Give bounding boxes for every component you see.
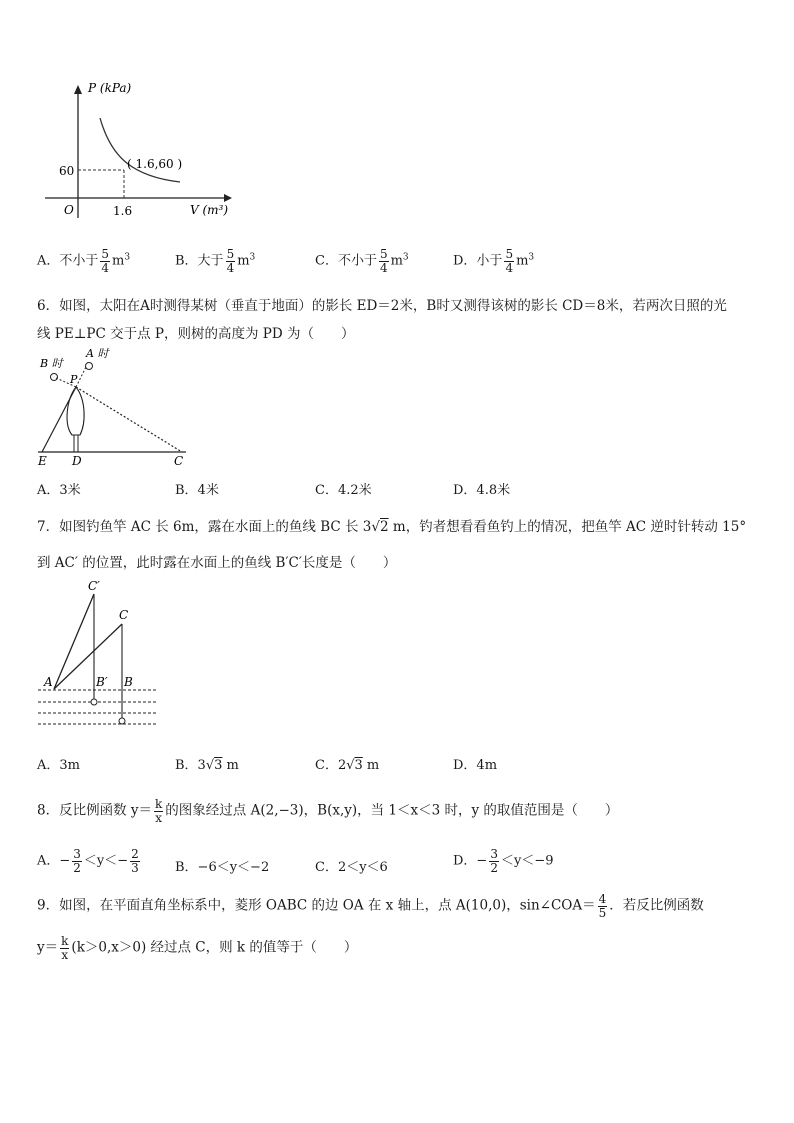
q8-option-d[interactable]: D．− $\frac{3}{2}$ ＜y＜−9 [453, 847, 554, 875]
q7-fig-b-label: B [124, 675, 133, 689]
q7-fig-c-prime-label: C′ [88, 579, 100, 593]
q8-option-b[interactable]: B．−6＜y＜−2 [175, 860, 270, 875]
q5-option-a[interactable]: A．不小于 $\frac{5}{4}$ $m^3$ [37, 247, 131, 275]
q8-option-a[interactable]: A．− $\frac{3}{2}$ ＜y＜− $\frac{2}{3}$ [37, 847, 139, 875]
graph-y-tick: 60 [59, 164, 75, 178]
q6-fig-b-label: B 时 [40, 357, 63, 370]
q6-option-c[interactable]: C．4.2米 [315, 483, 372, 498]
q7-text-line1: 7．如图钓鱼竿 AC 长 6m，露在水面上的鱼线 BC 长 3√2 m，钓者想看看鱼钓上的情况，把鱼竿 AC 逆时针转动 15° [37, 519, 747, 535]
q8-option-c[interactable]: C．2＜y＜6 [315, 860, 388, 875]
q9-text-line2: y＝ $\frac{k}{x}$ (k＞0,x＞0) 经过点 C，则 k 的值等于（ ） [37, 934, 358, 962]
q6-tree-shadow-figure [36, 345, 196, 470]
q5-option-b[interactable]: B．大于 $\frac{5}{4}$ $m^3$ [175, 247, 256, 275]
pressure-volume-graph [40, 78, 240, 228]
q6-option-b[interactable]: B．4米 [175, 483, 219, 498]
graph-x-label: V (m³) [190, 203, 229, 217]
q6-text-line2: 线 PE⊥PC 交于点 P，则树的高度为 PD 为（ ） [37, 326, 355, 342]
q5-option-c[interactable]: C．不小于 $\frac{5}{4}$ $m^3$ [315, 247, 409, 275]
q6-fig-e-label: E [38, 454, 47, 468]
q7-option-a[interactable]: A．3m [37, 758, 80, 773]
q7-fig-a-label: A [44, 675, 53, 689]
q6-option-d[interactable]: D．4.8米 [453, 483, 511, 498]
q6-fig-p-label: P [70, 373, 78, 386]
graph-point-label: ( 1.6,60 ) [127, 157, 183, 171]
q5-option-d[interactable]: D．小于 $\frac{5}{4}$ $m^3$ [453, 247, 535, 275]
graph-x-tick: 1.6 [113, 204, 133, 218]
q7-option-c[interactable]: C．2√3 m [315, 758, 380, 773]
q6-text-line1: 6．如图，太阳在A时测得某树（垂直于地面）的影长 ED＝2米，B时又测得该树的影长 CD＝8米，若两次日照的光 [37, 298, 727, 314]
q7-option-d[interactable]: D．4m [453, 758, 498, 773]
q7-fig-b-prime-label: B′ [96, 675, 108, 689]
graph-y-label: P (kPa) [88, 81, 132, 95]
q7-fishing-rod-figure [34, 576, 164, 736]
q6-fig-a-label: A 时 [86, 347, 109, 360]
q9-text-line1: 9．如图，在平面直角坐标系中，菱形 OABC 的边 OA 在 x 轴上，点 A(10,0)，sin∠COA＝ $\frac{4}{5}$ ．若反比例函数 [37, 892, 704, 920]
q6-option-a[interactable]: A．3米 [37, 483, 81, 498]
q7-fig-c-label: C [119, 608, 129, 622]
q6-fig-c-label: C [174, 454, 184, 468]
q8-text: 8．反比例函数 y＝ $\frac{k}{x}$ 的图象经过点 A(2,−3)，B(x,y)，当 1＜x＜3 时，y 的取值范围是（ ） [37, 797, 619, 825]
graph-origin: O [64, 203, 74, 217]
q7-option-b[interactable]: B．3√3 m [175, 758, 239, 773]
q6-fig-d-label: D [72, 454, 82, 468]
q7-text-line2: 到 AC′ 的位置，此时露在水面上的鱼线 B′C′长度是（ ） [37, 555, 397, 571]
